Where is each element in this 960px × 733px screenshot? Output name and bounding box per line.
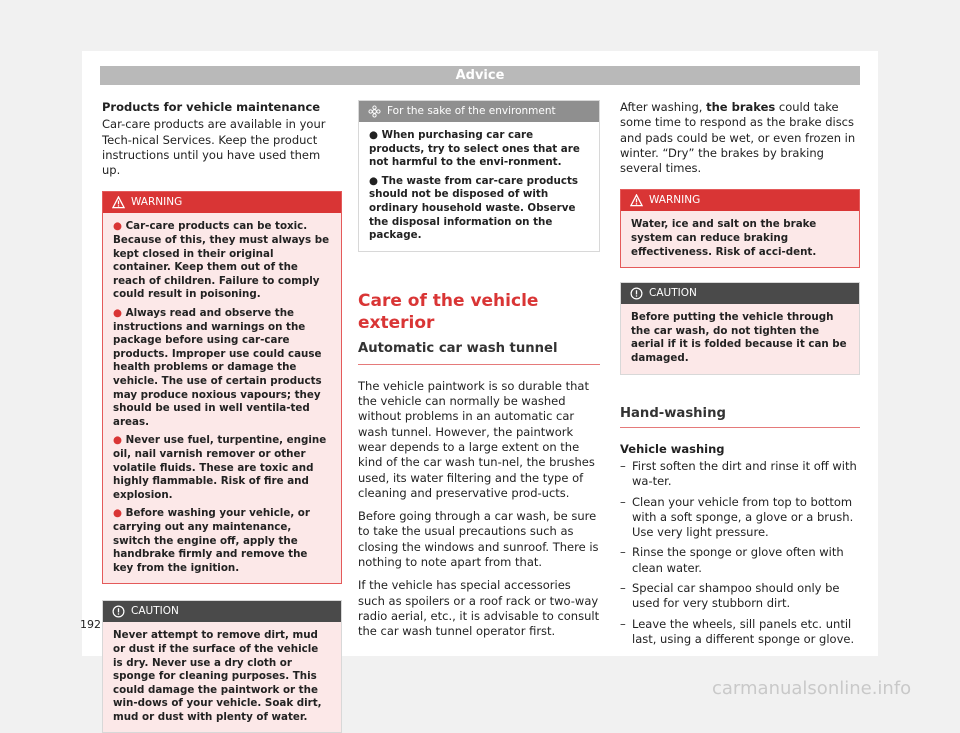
intro-paragraph: Car-care products are available in your Tech-nical Services. Keep the product instructions until you have used them up.	[102, 117, 326, 178]
warning-item: ● Before washing your vehicle, or carrying out any maintenance, switch the engine off, apply the handbrake firmly and remove the key from the ignition.	[113, 507, 310, 574]
brakes-paragraph: After washing, the brakes could take some time to respond as the brake discs and pads could be wet, or even frozen in winter. “Dry” the brakes by braking several times.	[620, 100, 856, 176]
list-item: – First soften the dirt and rinse it off with wa-ter.	[620, 458, 857, 489]
body-paragraph: The vehicle paintwork is so durable that the vehicle can normally be washed without problems in an automatic car wash tunnel. However, the paintwork wear depends to a large extent on the kind of the car wash tun-nel, the brushes used, its water filtering and the type of cleaning and preservative prod-ucts.	[358, 378, 595, 500]
caution-circle-icon	[630, 287, 643, 300]
chapter-title: Care of the vehicle exterior	[358, 290, 539, 333]
section-heading: Products for vehicle maintenance	[102, 100, 321, 114]
warning-label: WARNING	[131, 196, 183, 209]
caution-label: CAUTION	[131, 605, 179, 618]
list-item: – Leave the wheels, sill panels etc. until last, using a different sponge or glove.	[620, 616, 855, 646]
caution-bar	[621, 283, 859, 304]
warning-triangle-icon	[630, 194, 643, 207]
warning-triangle-icon	[112, 196, 125, 209]
body-paragraph: Before going through a car wash, be sure to take the usual precautions such as closing the windows and sunroof. There is nothing to note apart from that.	[358, 509, 599, 570]
caution-content: Before putting the vehicle through the car wash, do not tighten the aerial if it is folded because it can be damaged.	[621, 304, 859, 373]
aerial-caution-box	[620, 282, 860, 374]
environment-box	[358, 100, 600, 252]
warning-bar	[103, 192, 341, 213]
caution-label: CAUTION	[649, 287, 697, 300]
caution-box	[102, 600, 342, 733]
warning-box	[102, 191, 342, 584]
environment-item: ● The waste from car-care products should not be disposed of with ordinary household waste. Observe the disposal information on the package.	[369, 174, 579, 242]
hand-washing-title: Hand-washing	[620, 405, 860, 428]
warning-content	[103, 213, 341, 583]
page-number: 192	[80, 618, 101, 631]
warning-item: ● Car-care products can be toxic. Because of this, they must always be kept closed in their original container. Keep them out of the reach of children. Failure to comply could result in poisoning.	[113, 220, 330, 301]
warning-label: WARNING	[649, 194, 701, 207]
environment-item: ● When purchasing car care products, try to select ones that are not harmful to the envi-ronment.	[369, 129, 580, 169]
vehicle-washing-heading: Vehicle washing	[620, 441, 725, 456]
list-item: – Special car shampoo should only be used for very stubborn dirt.	[620, 581, 840, 611]
environment-content	[359, 122, 599, 251]
body-paragraph: If the vehicle has special accessories such as spoilers or a roof rack or two-way radio aerial, etc., it is advisable to consult the car wash tunnel operator first.	[358, 578, 600, 639]
warning-item: ● Always read and observe the instructions and warnings on the package before using car-care products. Improper use could cause health problems or damage the vehicle. The use of certain products may produce noxious vapours; they should be used in well ventila-ted areas.	[113, 307, 322, 428]
warning-bar	[621, 190, 859, 211]
caution-circle-icon	[112, 605, 125, 618]
column-3	[620, 100, 860, 652]
watermark: carmanualsonline.info	[712, 678, 912, 699]
brake-warning-box	[620, 189, 860, 268]
column-1	[102, 100, 342, 733]
list-item: – Clean your vehicle from top to bottom with a soft sponge, a glove or a brush. Use very light pressure.	[620, 494, 854, 540]
list-item: – Rinse the sponge or glove often with clean water.	[620, 545, 844, 575]
caution-content: Never attempt to remove dirt, mud or dust if the surface of the vehicle is dry. Never use a dry cloth or sponge for cleaning purposes. This could damage the paintwork or the win-dows of your vehicle. Soak dirt, mud or dust with plenty of water.	[103, 622, 341, 732]
environment-flower-icon	[368, 105, 381, 118]
warning-item: ● Never use fuel, turpentine, engine oil, nail varnish remover or other volatile fluids. These are toxic and highly flammable. Risk of fire and explosion.	[113, 434, 327, 501]
environment-label: For the sake of the environment	[387, 105, 556, 117]
section-title: Automatic car wash tunnel	[358, 340, 600, 365]
page-header: Advice	[100, 66, 860, 85]
environment-bar	[359, 101, 599, 122]
caution-bar	[103, 601, 341, 622]
column-2	[358, 100, 600, 648]
warning-content: Water, ice and salt on the brake system can reduce braking effectiveness. Risk of acci-dent.	[621, 211, 859, 267]
